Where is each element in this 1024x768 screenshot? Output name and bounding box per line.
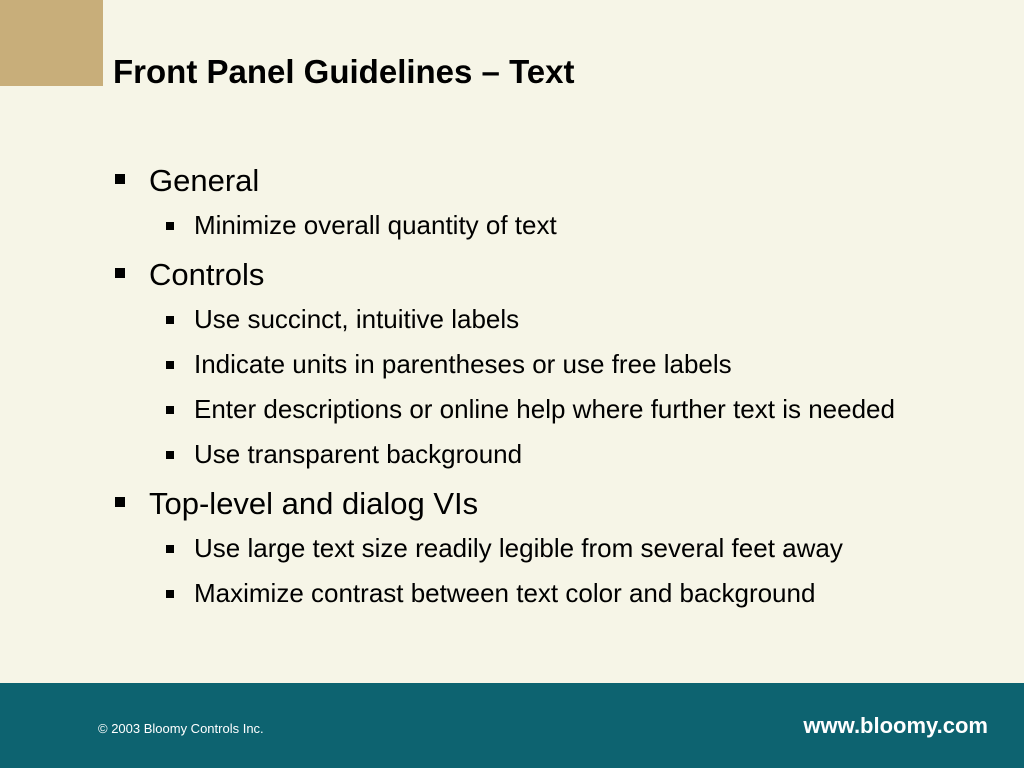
bullet-row [113,158,993,203]
sub-bullet-text: Use transparent background [194,439,523,469]
bullet-general [113,158,993,248]
sub-bullet-item [113,571,993,616]
sub-bullet-item [113,342,993,387]
bullet-list [113,158,993,620]
corner-accent-block [0,0,103,86]
bullet-text: Top-level and dialog VIs [149,486,479,521]
square-bullet-icon [115,268,125,278]
sub-bullet-text: Enter descriptions or online help where further text is needed [194,394,895,424]
sub-bullet-item [113,387,993,432]
website-url: www.bloomy.com [803,713,988,738]
square-bullet-icon [166,361,174,369]
sub-bullet-text: Indicate units in parentheses or use free labels [194,349,732,379]
sub-bullet-list [113,297,993,477]
square-bullet-icon [166,590,174,598]
bullet-row [113,481,993,526]
copyright-notice: © 2003 Bloomy Controls Inc. [98,721,264,736]
bullet-top-level-dialog-vis [113,481,993,616]
sub-bullet-text: Use succinct, intuitive labels [194,304,520,334]
square-bullet-icon [166,451,174,459]
slide-title: Front Panel Guidelines – Text [113,53,575,90]
sub-bullet-list [113,203,993,248]
sub-bullet-item [113,526,993,571]
sub-bullet-item [113,297,993,342]
bullet-row [113,252,993,297]
sub-bullet-text: Use large text size readily legible from several feet away [194,533,843,563]
bullet-controls [113,252,993,477]
square-bullet-icon [166,316,174,324]
square-bullet-icon [115,497,125,507]
sub-bullet-text: Maximize contrast between text color and background [194,578,816,608]
bullet-text: Controls [149,257,265,292]
square-bullet-icon [166,545,174,553]
square-bullet-icon [166,406,174,414]
sub-bullet-item [113,432,993,477]
sub-bullet-item [113,203,993,248]
square-bullet-icon [166,222,174,230]
bullet-text: General [149,163,260,198]
sub-bullet-text: Minimize overall quantity of text [194,210,557,240]
square-bullet-icon [115,174,125,184]
sub-bullet-list [113,526,993,616]
